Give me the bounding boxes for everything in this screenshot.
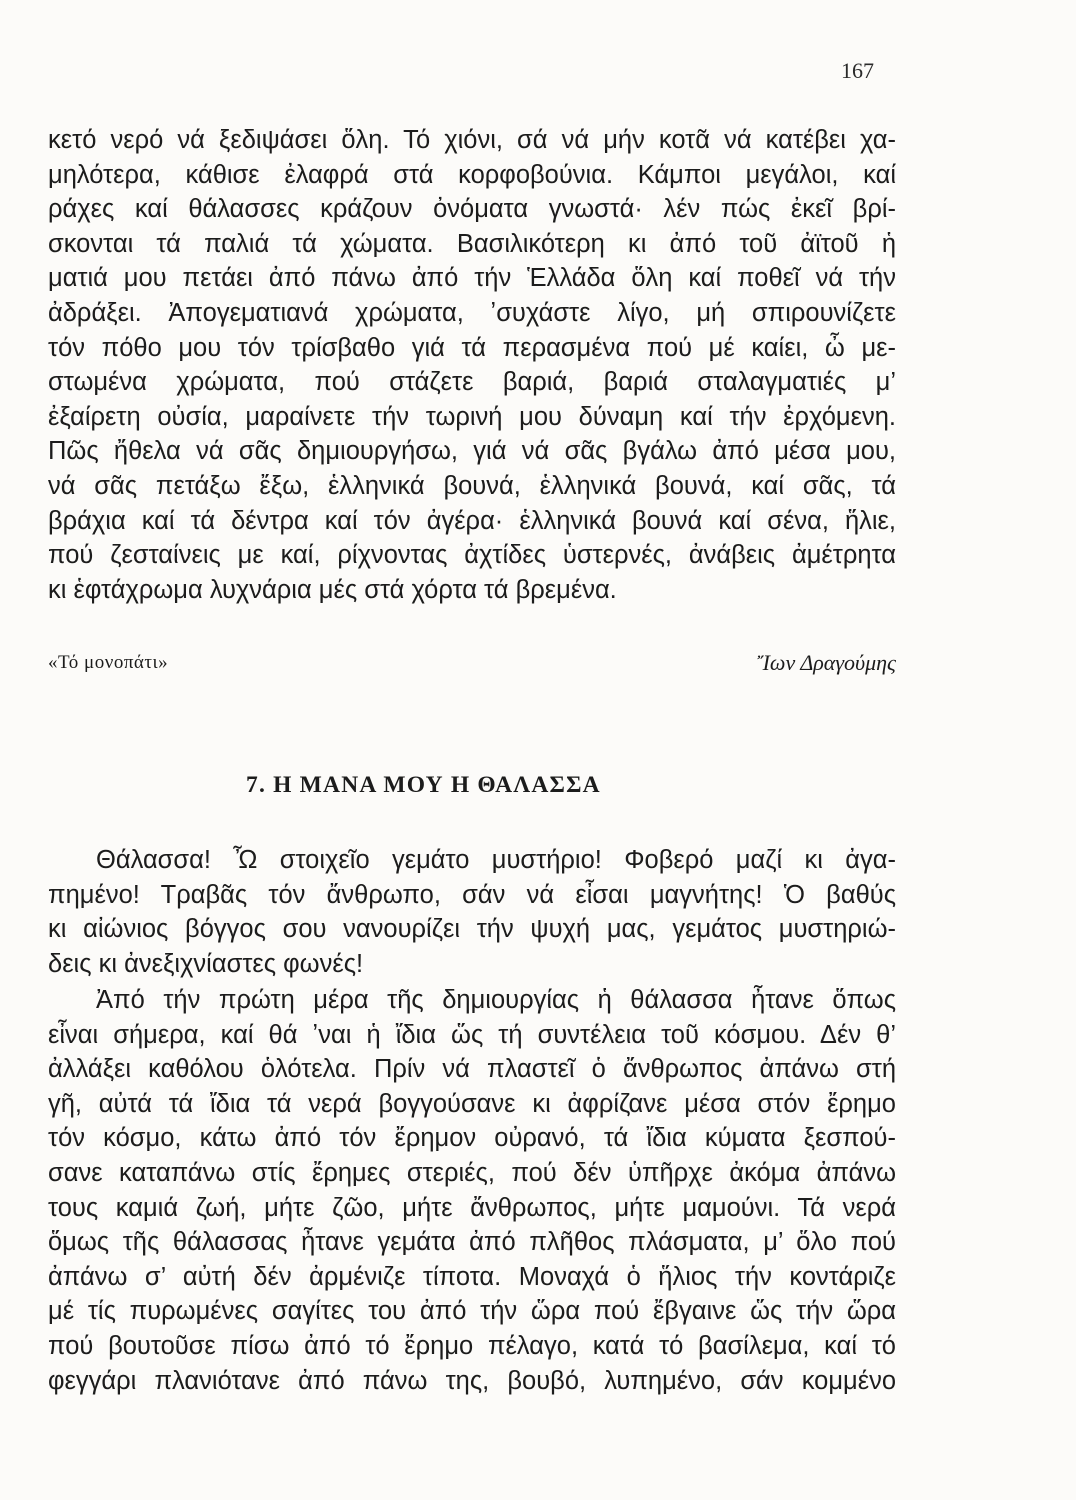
text-line: βράχια καί τά δέντρα καί τόν ἀγέρα· ἑλληνικά βουνά καί σένα, ἥλιε, bbox=[48, 506, 896, 535]
text-line: εἶναι σήμερα, καί θά ʼναι ἡ ἴδια ὥς τή συντέλεια τοῦ κόσμου. Δέν θ’ bbox=[48, 1020, 896, 1049]
text-line: Πῶς ἤθελα νά σᾶς δημιουργήσω, γιά νά σᾶς βγάλω ἀπό μέσα μου, bbox=[48, 437, 896, 466]
text-line: τόν πόθο μου τόν τρίσβαθο γιά τά περασμένα πού μέ καίει, ὦ με- bbox=[48, 333, 896, 362]
text-line: τους καμιά ζωή, μήτε ζῶο, μήτε ἄνθρωπος, μήτε μαμούνι. Τά νερά bbox=[48, 1193, 896, 1222]
text-line: πού βουτοῦσε πίσω ἀπό τό ἔρημο πέλαγο, κατά τό βασίλεμα, καί τό bbox=[48, 1331, 896, 1360]
text-line: Ἀπό τήν πρώτη μέρα τῆς δημιουργίας ἡ θάλασσα ἦτανε ὅπως bbox=[96, 986, 896, 1014]
text-line: σκονται τά παλιά τά χώματα. Βασιλικότερη κι ἀπό τοῦ ἀϊτοῦ ἡ bbox=[48, 229, 896, 258]
text-line: ὅμως τῆς θάλασσας ἦτανε γεμάτα ἀπό πλῆθος πλάσματα, μ’ ὅλο πού bbox=[48, 1228, 896, 1257]
passage-mountains bbox=[48, 123, 896, 607]
text-line: τόν κόσμο, κάτω ἀπό τόν ἔρημον οὐρανό, τά ἴδια κύματα ξεσπού- bbox=[48, 1124, 896, 1153]
text-line: φεγγάρι πλανιότανε ἀπό πάνω της, βουβό, λυπημένο, σάν κομμένο bbox=[48, 1366, 896, 1395]
source-author: Ἴων Δραγούμης bbox=[757, 650, 896, 675]
text-line: κετό νερό νά ξεδιψάσει ὅλη. Τό χιόνι, σά νά μήν κοτᾶ νά κατέβει χα- bbox=[48, 126, 896, 154]
text-line: κι ἑφτάχρωμα λυχνάρια μές στά χόρτα τά βρεμένα. bbox=[48, 575, 617, 604]
passage-sea-creation bbox=[48, 983, 896, 1398]
text-line: ἀλλάξει καθόλου ὁλότελα. Πρίν νά πλαστεῖ ὁ ἄνθρωπος ἀπάνω στή bbox=[48, 1055, 896, 1084]
text-line: στωμένα χρώματα, πού στάζετε βαριά, βαριά σταλαγματιές μ’ bbox=[48, 368, 896, 397]
source-title: «Τό μονοπάτι» bbox=[48, 652, 169, 673]
text-line: νά σᾶς πετάξω ἔξω, ἑλληνικά βουνά, ἑλληνικά βουνά, καί σᾶς, τά bbox=[48, 471, 896, 500]
text-line: μηλότερα, κάθισε ἐλαφρά στά κορφοβούνια. Κάμποι μεγάλοι, καί bbox=[48, 160, 896, 189]
source-citation bbox=[48, 652, 896, 682]
text-line: ράχες καί θάλασσες κράζουν ὀνόματα γνωστά· λέν πώς ἐκεῖ βρί- bbox=[48, 195, 896, 224]
text-line: δεις κι ἀνεξιχνίαστες φωνές! bbox=[48, 949, 364, 978]
text-line: σανε καταπάνω στίς ἔρημες στεριές, πού δέν ὑπῆρχε ἀκόμα ἀπάνω bbox=[48, 1158, 896, 1187]
text-line: ἀπάνω σ’ αὐτή δέν ἀρμένιζε τίποτα. Μοναχά ὁ ἥλιος τήν κοντάριζε bbox=[48, 1262, 896, 1291]
text-line: γῆ, αὐτά τά ἴδια τά νερά βογγούσανε κι ἀφρίζανε μέσα στόν ἔρημο bbox=[48, 1089, 896, 1118]
chapter-heading: 7. Η ΜΑΝΑ ΜΟΥ Η ΘΑΛΑΣΣΑ bbox=[246, 772, 601, 798]
text-line: ματιά μου πετάει ἀπό πάνω ἀπό τήν Ἑλλάδα ὅλη καί ποθεῖ νά τήν bbox=[48, 264, 896, 293]
text-line: ἀδράξει. Ἀπογεματιανά χρώματα, ʼσυχάστε λίγο, μή σπιρουνίζετε bbox=[48, 298, 896, 327]
page-number: 167 bbox=[841, 58, 874, 83]
text-line: μέ τίς πυρωμένες σαγίτες του ἀπό τήν ὥρα πού ἔβγαινε ὥς τήν ὥρα bbox=[48, 1297, 896, 1326]
passage-sea-intro bbox=[48, 843, 896, 981]
text-line: πημένο! Τραβᾶς τόν ἄνθρωπο, σάν νά εἶσαι μαγνήτης! Ὁ βαθύς bbox=[48, 880, 896, 909]
text-line: πού ζεσταίνεις με καί, ρίχνοντας ἀχτίδες ὑστερνές, ἀνάβεις ἀμέτρητα bbox=[48, 541, 896, 570]
text-line: Θάλασσα! Ὦ στοιχεῖο γεμάτο μυστήριο! Φοβερό μαζί κι ἀγα- bbox=[96, 846, 896, 874]
text-line: ἐξαίρετη οὐσία, μαραίνετε τήν τωρινή μου δύναμη καί τήν ἐρχόμενη. bbox=[48, 402, 896, 431]
text-line: κι αἰώνιος βόγγος σου νανουρίζει τήν ψυχή μας, γεμάτος μυστηριώ- bbox=[48, 915, 896, 944]
